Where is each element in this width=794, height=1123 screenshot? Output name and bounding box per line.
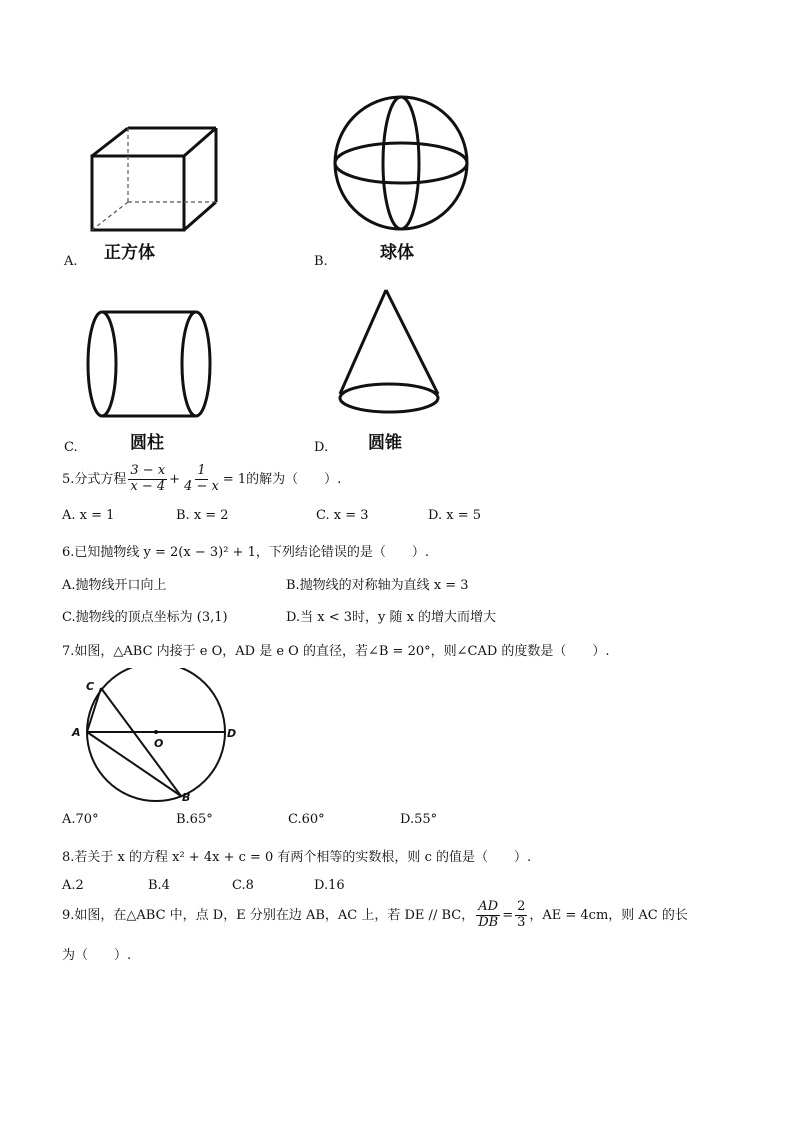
question-7-stem: 7.如图，△ABC 内接于 e O，AD 是 e O 的直径，若∠B = 20°，则∠CAD 的度数是（ ）. [62, 644, 610, 659]
q8-option-d[interactable]: D.16 [314, 878, 345, 893]
shape-letter-d: D. [314, 440, 329, 455]
q5-plus: + [169, 471, 181, 487]
question-5-stem [62, 464, 341, 495]
shape-name-cone: 圆锥 [368, 433, 402, 453]
shape-letter-a: A. [64, 254, 78, 269]
q5-suffix: = 1的解为（ ）. [222, 471, 342, 487]
q8-option-c[interactable]: C.8 [232, 878, 254, 893]
question-9-stem [62, 900, 688, 931]
q9-fraction-1: $\frac{AD}{DB}$ [478, 899, 499, 930]
q6-option-c[interactable]: C.抛物线的顶点坐标为 (3,1) [62, 610, 228, 625]
question-8-stem: 8.若关于 x 的方程 x² + 4x + c = 0 有两个相等的实数根，则 c 的值是（ ）. [62, 850, 532, 865]
cube-icon [86, 122, 226, 234]
q5-option-a[interactable]: A. x = 1 [62, 508, 115, 523]
shape-letter-b: B. [314, 254, 328, 269]
q9-equals: = [502, 907, 514, 923]
diagram-label-b: B [182, 791, 191, 804]
q8-option-a[interactable]: A.2 [62, 878, 84, 893]
q5-fraction-1: $\frac{3 - x}{x - 4}$ [130, 463, 166, 494]
q5-prefix: 5.分式方程 [62, 471, 127, 487]
shape-name-sphere: 球体 [380, 243, 414, 263]
circle-diagram [68, 668, 244, 804]
diagram-label-a: A [72, 726, 81, 739]
q9-suffix: ，AE = 4cm，则 AC 的长 [529, 907, 688, 923]
diagram-label-o: O [154, 737, 164, 750]
q8-option-b[interactable]: B.4 [148, 878, 170, 893]
q7-option-a[interactable]: A.70° [62, 812, 99, 827]
diagram-label-d: D [227, 727, 237, 740]
shape-name-cylinder: 圆柱 [130, 433, 164, 453]
q6-option-b[interactable]: B.抛物线的对称轴为直线 x = 3 [286, 578, 469, 593]
q9-fraction-2: $\frac{2}{3}$ [517, 899, 526, 930]
q6-option-a[interactable]: A.抛物线开口向上 [62, 578, 167, 593]
diagram-label-c: C [86, 680, 95, 693]
cone-icon [334, 286, 444, 422]
q6-option-d[interactable]: D.当 x < 3时，y 随 x 的增大而增大 [286, 610, 497, 625]
sphere-icon [330, 92, 472, 234]
q5-fraction-2: $\frac{1}{4 - x}$ [184, 463, 219, 494]
shape-letter-c: C. [64, 440, 78, 455]
shape-name-cube: 正方体 [104, 243, 155, 263]
q7-option-b[interactable]: B.65° [176, 812, 213, 827]
q5-option-b[interactable]: B. x = 2 [176, 508, 229, 523]
question-6-stem: 6.已知抛物线 y = 2(x − 3)² + 1，下列结论错误的是（ ）. [62, 545, 429, 560]
question-9-line2: 为（ ）. [62, 948, 132, 963]
q5-option-d[interactable]: D. x = 5 [428, 508, 481, 523]
q9-prefix: 9.如图，在△ABC 中，点 D，E 分别在边 AB，AC 上，若 DE // BC， [62, 907, 475, 923]
cylinder-icon [84, 306, 216, 424]
q5-option-c[interactable]: C. x = 3 [316, 508, 369, 523]
q7-option-c[interactable]: C.60° [288, 812, 325, 827]
q7-option-d[interactable]: D.55° [400, 812, 438, 827]
